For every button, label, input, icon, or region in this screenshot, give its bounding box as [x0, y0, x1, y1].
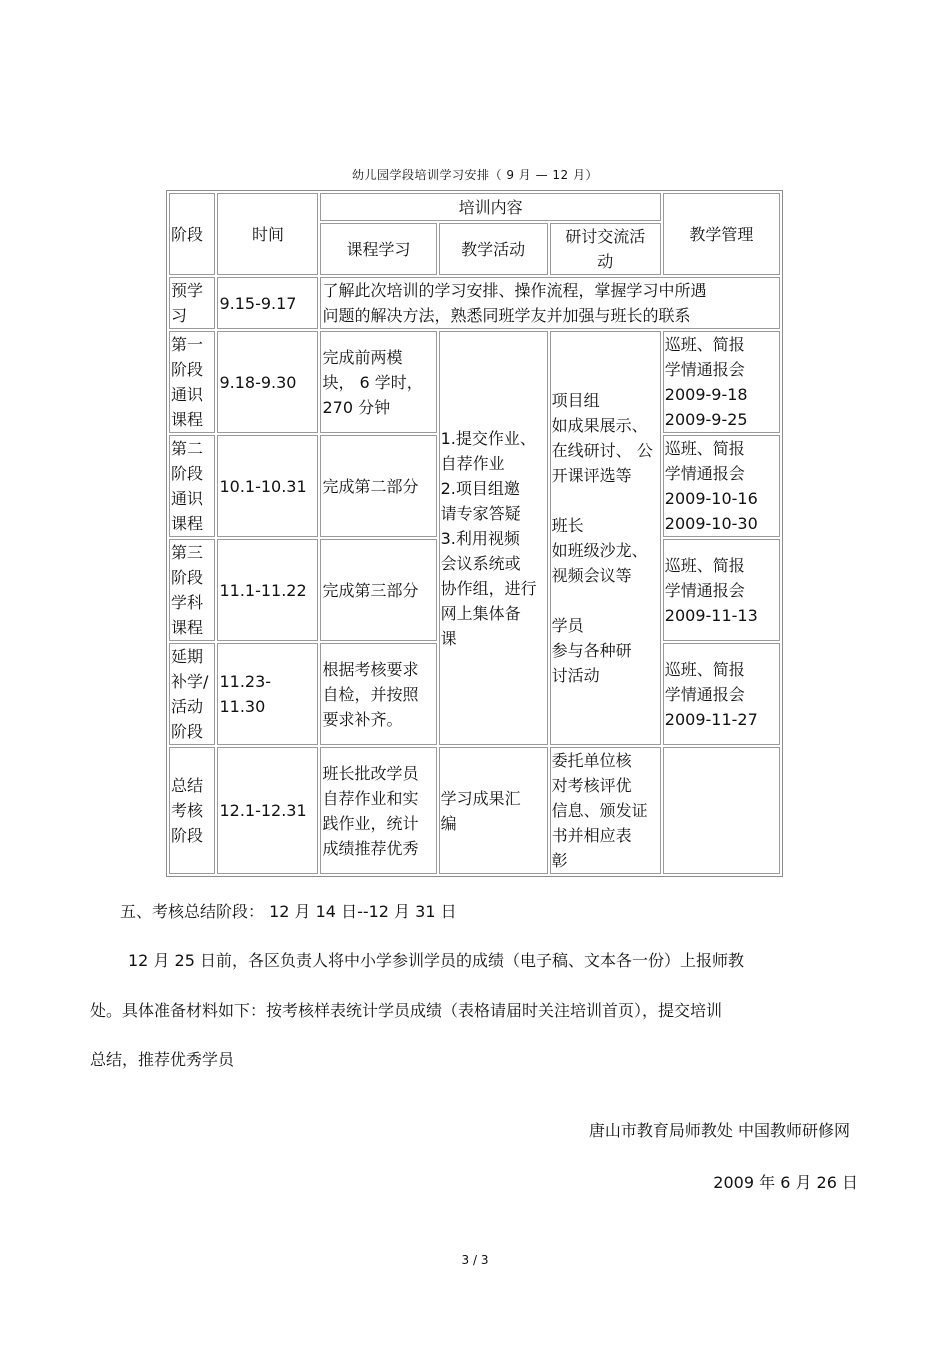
summary-management	[663, 747, 780, 874]
row3-stage: 第三 阶段 学科 课程	[169, 539, 215, 641]
row4-stage: 延期 补学/ 活动 阶段	[169, 643, 215, 745]
row2-course: 完成第二部分	[320, 435, 436, 537]
page-number: 3 / 3	[461, 1253, 489, 1267]
row3-management: 巡班、简报 学情通报会 2009-11-13	[663, 539, 780, 641]
shared-activity: 1.提交作业、 自荐作业 2.项目组邀 请专家答疑 3.利用视频 会议系统或 协作组，进行 网上集体备 课	[439, 331, 548, 745]
table-caption: 幼儿园学段培训学习安排（ 9 月 — 12 月）	[352, 168, 598, 182]
summary-activity: 学习成果汇 编	[439, 747, 548, 874]
summary-time: 12.1-12.31	[217, 747, 318, 874]
header-time: 时间	[217, 193, 318, 275]
signature: 唐山市教育局师教处 中国教师研修网	[588, 1121, 850, 1140]
pre-stage: 预学 习	[169, 277, 215, 329]
shared-seminar: 项目组 如成果展示、 在线研讨、 公 开课评选等 班长 如班级沙龙、 视频会议等 学员 参与各种研 讨活动	[550, 331, 661, 745]
row3-course: 完成第三部分	[320, 539, 436, 641]
header-content: 培训内容	[320, 193, 660, 221]
summary-course: 班长批改学员 自荐作业和实 践作业，统计 成绩推荐优秀	[320, 747, 436, 874]
row2-management: 巡班、简报 学情通报会 2009-10-16 2009-10-30	[663, 435, 780, 537]
training-schedule-table	[166, 190, 783, 877]
row2-time: 10.1-10.31	[217, 435, 318, 537]
row4-management: 巡班、简报 学情通报会 2009-11-27	[663, 643, 780, 745]
row1-course: 完成前两模 块， 6 学时， 270 分钟	[320, 331, 436, 433]
row4-time: 11.23-11.30	[217, 643, 318, 745]
header-activity: 教学活动	[439, 223, 548, 275]
row1-time: 9.18-9.30	[217, 331, 318, 433]
pre-time: 9.15-9.17	[217, 277, 318, 329]
body-line-3: 总结，推荐优秀学员	[90, 1050, 235, 1069]
summary-seminar: 委托单位核 对考核评优 信息、颁发证 书并相应表 彰	[550, 747, 661, 874]
body-line-2: 处。具体准备材料如下：按考核样表统计学员成绩（表格请届时关注培训首页），提交培训	[90, 1001, 723, 1020]
header-management: 教学管理	[663, 193, 780, 275]
header-seminar: 研讨交流活 动	[550, 223, 661, 275]
section-heading: 五、考核总结阶段： 12 月 14 日--12 月 31 日	[120, 902, 457, 921]
pre-content: 了解此次培训的学习安排、操作流程，掌握学习中所遇 问题的解决方法，熟悉同班学友并加强与班长的联系	[320, 277, 780, 329]
row4-course: 根据考核要求 自检，并按照 要求补齐。	[320, 643, 436, 745]
row1-stage: 第一 阶段 通识 课程	[169, 331, 215, 433]
document-date: 2009 年 6 月 26 日	[713, 1173, 858, 1192]
body-line-1: 12 月 25 日前，各区负责人将中小学参训学员的成绩（电子稿、文本各一份）上报师教	[128, 951, 744, 970]
row3-time: 11.1-11.22	[217, 539, 318, 641]
row2-stage: 第二 阶段 通识 课程	[169, 435, 215, 537]
header-course: 课程学习	[320, 223, 436, 275]
header-stage: 阶段	[169, 193, 215, 275]
row1-management: 巡班、简报 学情通报会 2009-9-18 2009-9-25	[663, 331, 780, 433]
summary-stage: 总结 考核 阶段	[169, 747, 215, 874]
